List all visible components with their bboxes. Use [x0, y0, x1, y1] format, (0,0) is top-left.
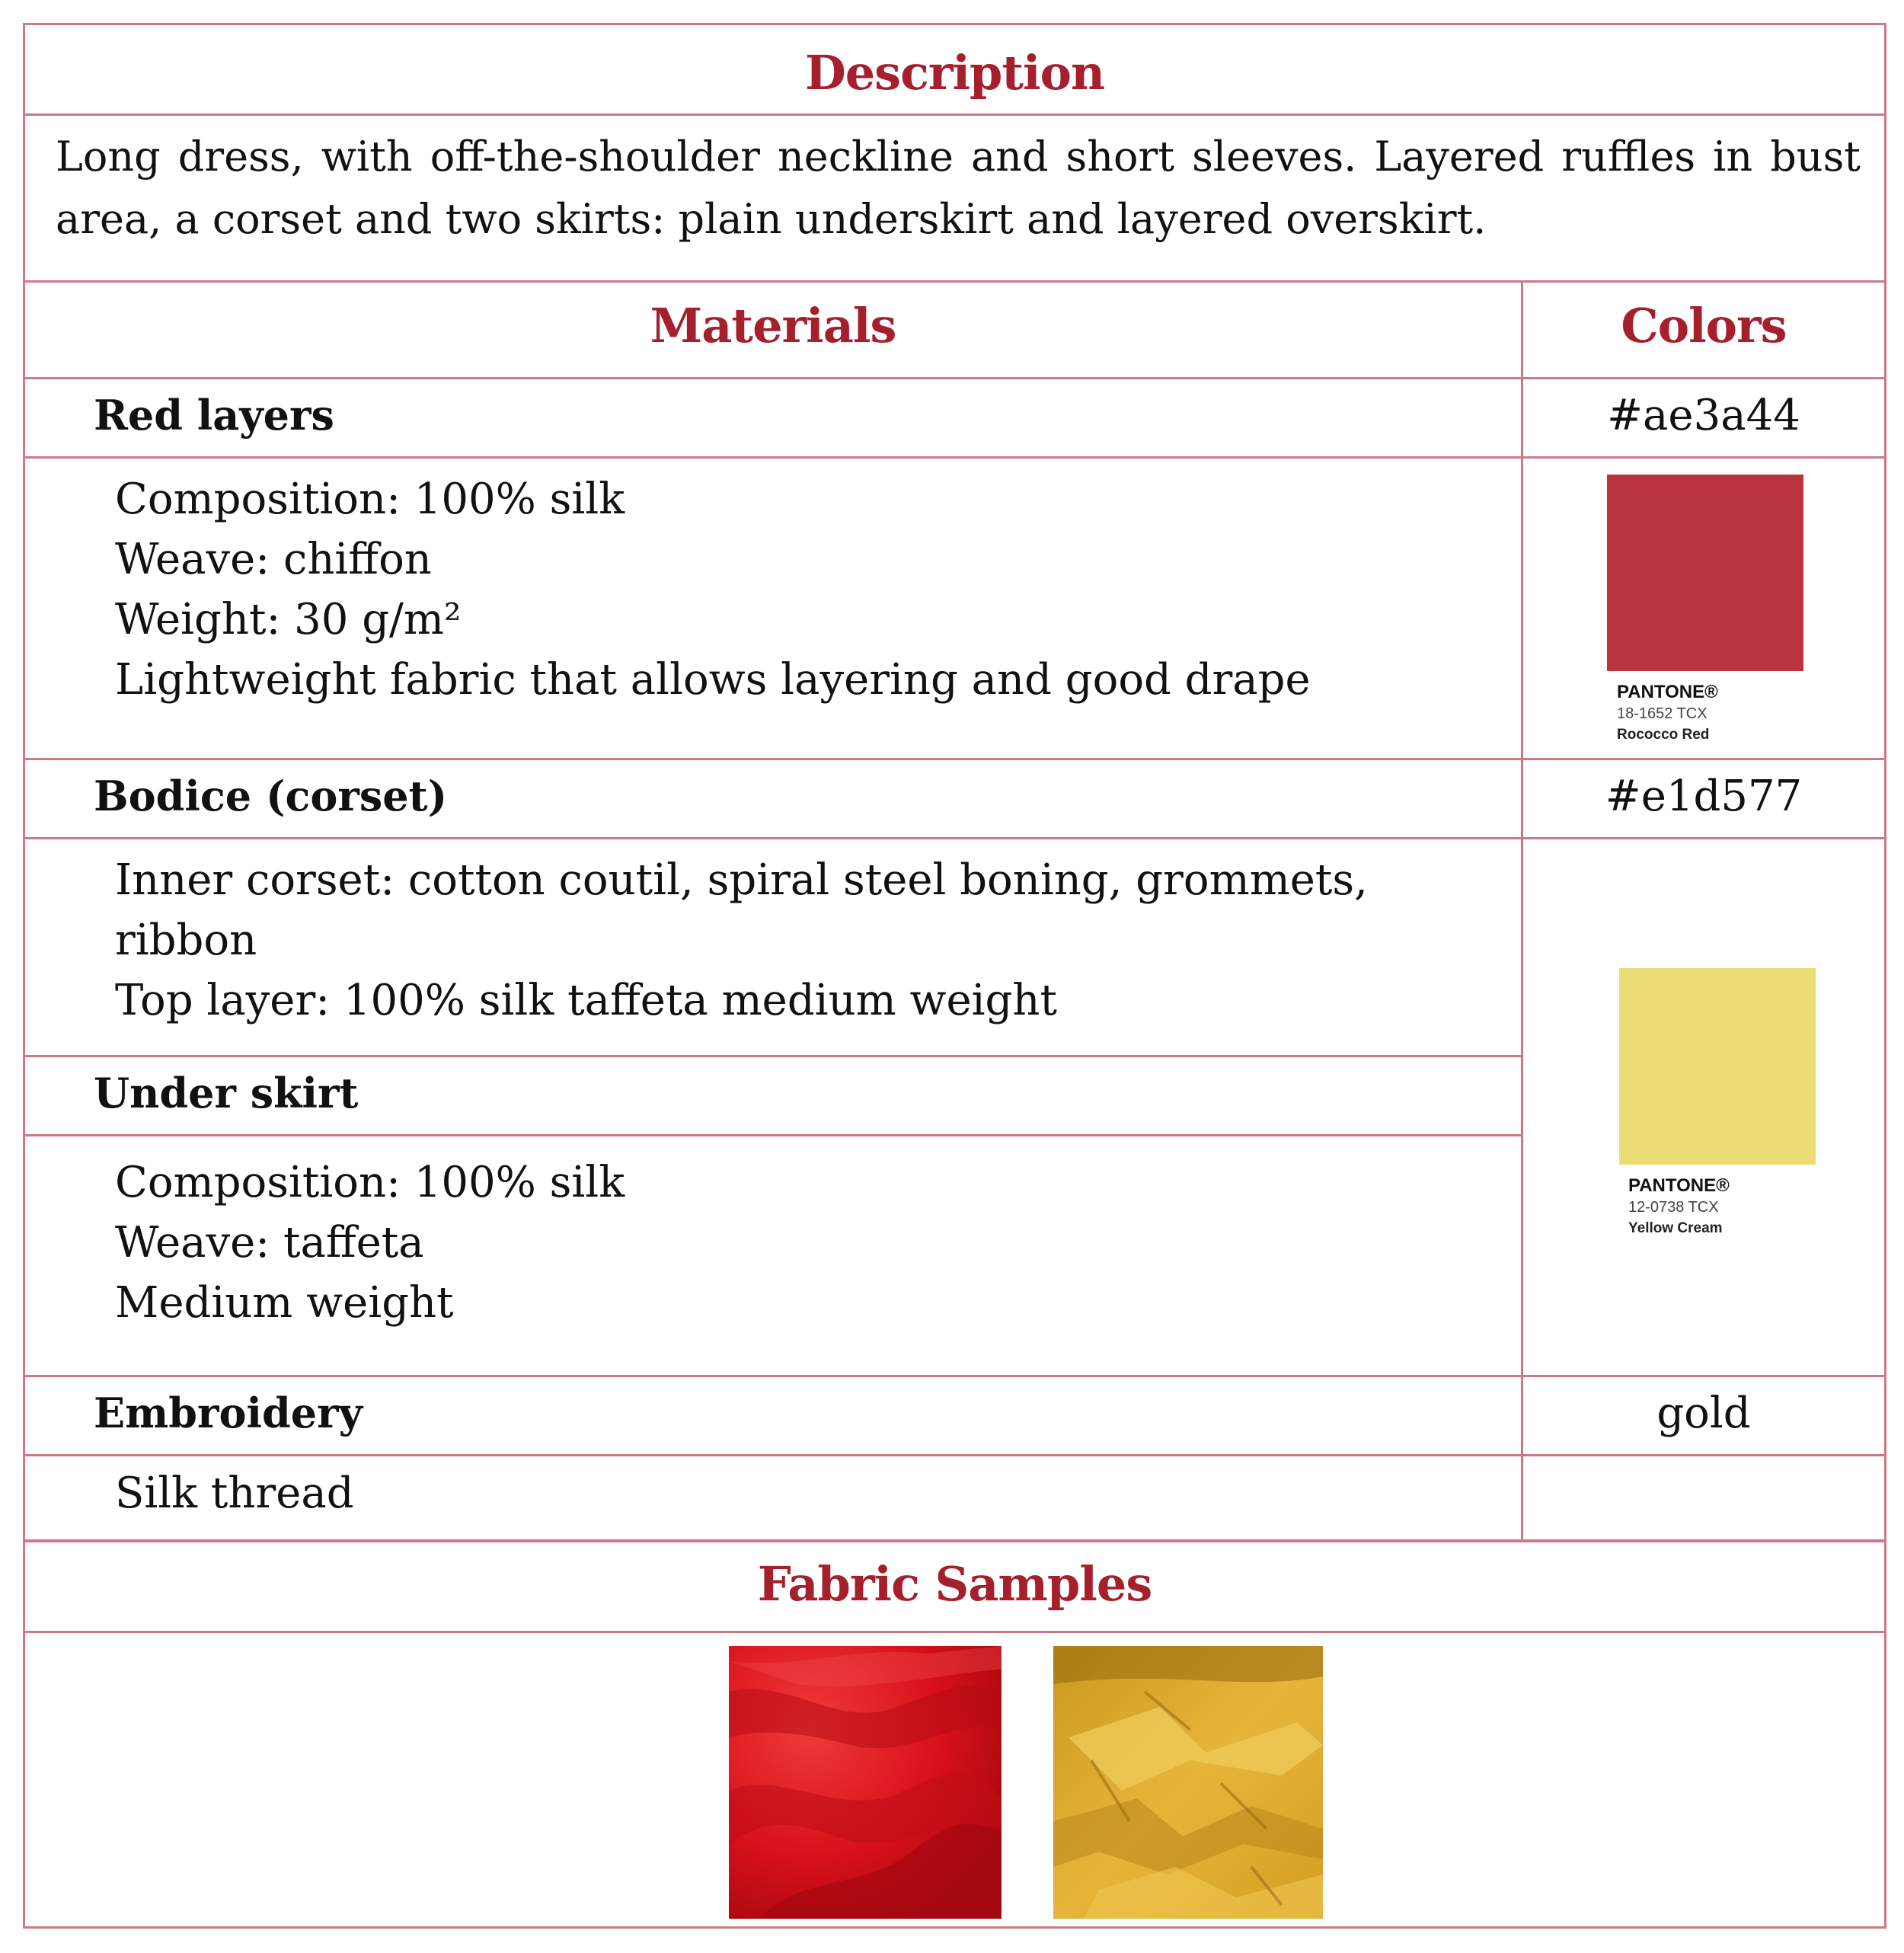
bodice-color-value: #e1d577 — [1605, 772, 1803, 821]
pantone-code: 12-0738 TCX — [1628, 1199, 1719, 1216]
divider — [25, 1134, 1521, 1136]
divider — [25, 837, 1884, 839]
detail-line: Top layer: 100% silk taffeta medium weight — [115, 976, 1057, 1025]
rococco-red-swatch — [1607, 475, 1803, 671]
red-layers-color-value: #ae3a44 — [1607, 391, 1800, 440]
embroidery-color-value: gold — [1656, 1389, 1751, 1438]
detail-line: Lightweight fabric that allows layering and good drape — [115, 655, 1311, 705]
detail-line: Silk thread — [115, 1469, 354, 1518]
divider — [25, 456, 1884, 459]
embroidery-title: Embroidery — [94, 1389, 363, 1437]
divider — [25, 1631, 1884, 1633]
materials-heading: Materials — [650, 298, 896, 353]
divider — [25, 1375, 1884, 1377]
divider — [25, 1055, 1521, 1057]
detail-line: ribbon — [115, 916, 257, 965]
detail-line: Weight: 30 g/m² — [115, 595, 462, 644]
pantone-name: Rococco Red — [1617, 727, 1710, 743]
description-heading: Description — [804, 45, 1105, 101]
detail-line: Weave: taffeta — [115, 1218, 424, 1267]
red-layers-title: Red layers — [94, 391, 334, 440]
detail-line: Medium weight — [115, 1278, 454, 1328]
red-layers-details — [115, 469, 1311, 710]
pantone-name: Yellow Cream — [1628, 1220, 1723, 1236]
detail-line: Composition: 100% silk — [115, 1158, 625, 1207]
divider — [25, 280, 1884, 283]
description-text: Long dress, with off-the-shoulder neckline and short sleeves. Layered ruffles in bust area, a corset and two skirts: plain underskirt and layered overskirt. — [56, 133, 1861, 243]
bodice-details — [115, 850, 1368, 1031]
red-fabric-image — [729, 1646, 1002, 1919]
under-skirt-details — [115, 1152, 625, 1333]
detail-line: Inner corset: cotton coutil, spiral steel boning, grommets, — [115, 855, 1368, 905]
colors-heading: Colors — [1621, 298, 1787, 353]
divider — [25, 377, 1884, 379]
under-skirt-title: Under skirt — [94, 1069, 359, 1117]
divider — [25, 758, 1884, 760]
fabric-samples-heading: Fabric Samples — [757, 1556, 1152, 1612]
divider — [25, 1454, 1884, 1456]
pantone-brand: PANTONE® — [1628, 1175, 1730, 1196]
divider — [25, 113, 1884, 116]
column-divider — [1521, 280, 1523, 1541]
yellow-fabric-image — [1053, 1646, 1323, 1919]
yellow-cream-swatch — [1619, 968, 1816, 1165]
pantone-code: 18-1652 TCX — [1617, 705, 1708, 722]
red-chiffon-sample — [729, 1646, 1002, 1919]
spec-sheet — [23, 23, 1886, 1929]
pantone-brand: PANTONE® — [1617, 682, 1718, 702]
detail-line: Weave: chiffon — [115, 535, 432, 584]
bodice-title: Bodice (corset) — [94, 772, 448, 820]
detail-line: Composition: 100% silk — [115, 475, 625, 524]
embroidery-details — [115, 1463, 354, 1523]
divider — [25, 1539, 1884, 1542]
yellow-taffeta-sample — [1053, 1646, 1323, 1919]
